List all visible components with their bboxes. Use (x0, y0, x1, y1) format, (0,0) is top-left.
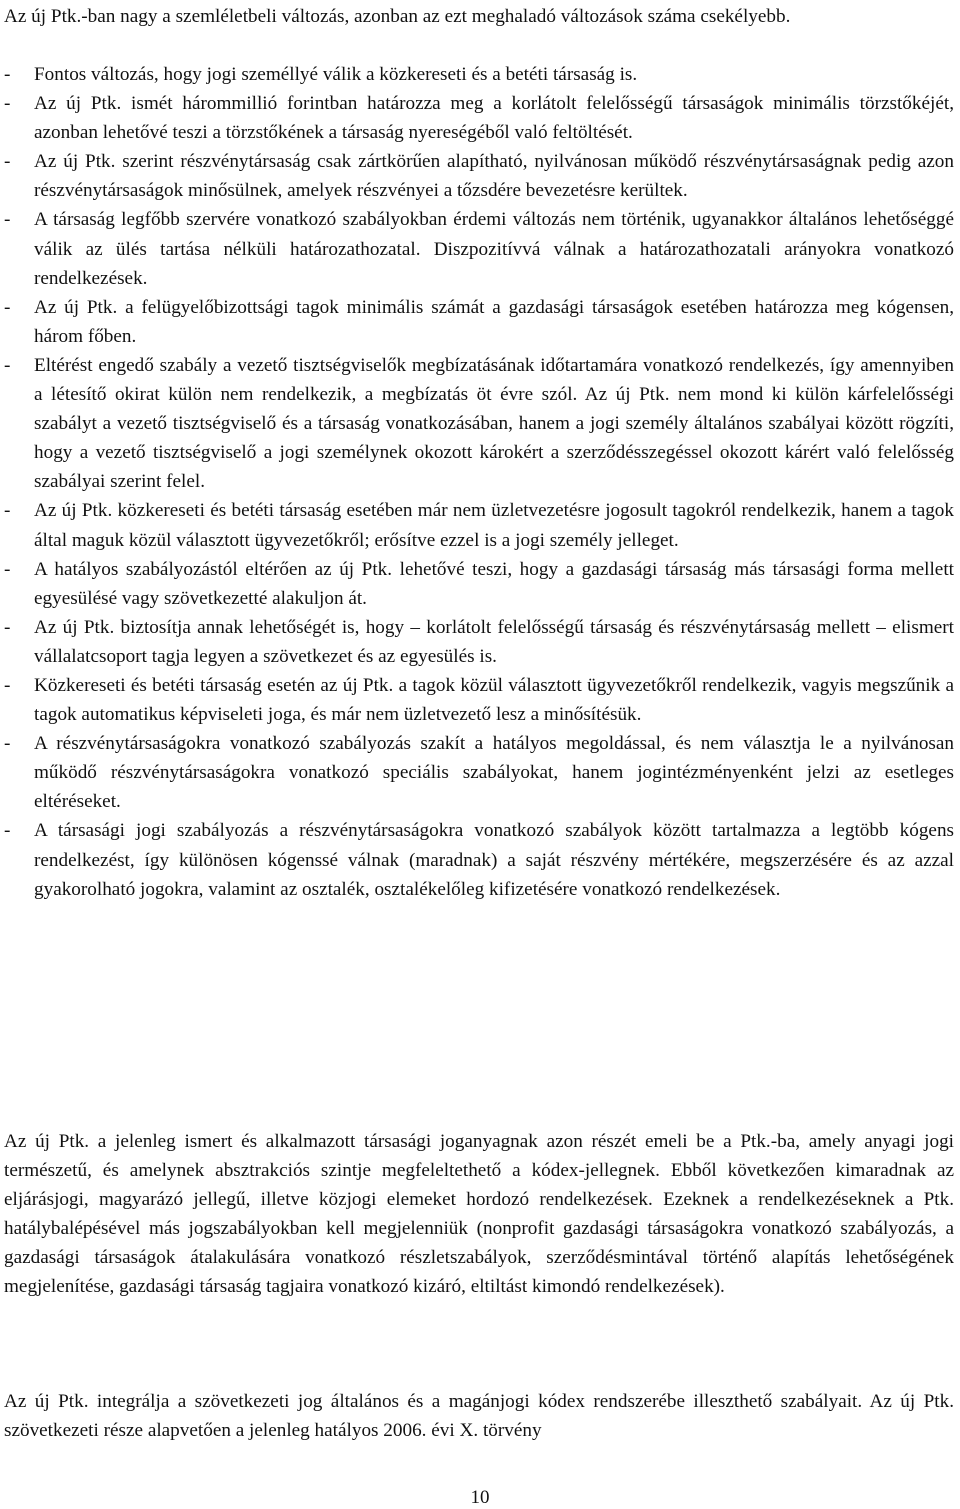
bullet-dash: - (4, 674, 11, 696)
page-number: 10 (470, 1487, 490, 1508)
list-item-text: A társaság legfőbb szervére vonatkozó szabályokban érdemi változás nem történik, ugyanakkor általános lehetőséggé válik az ülés tartása nélküli határozathozatal. Diszpozitívvá válnak a határozathozatali arányokra vonatkozó rendelkezések. (34, 209, 954, 289)
list-item-text: Közkereseti és betéti társaság esetén az új Ptk. a tagok közül választott ügyvezetőkről rendelkezik, vagyis megszűnik a tagok automatikus képviseleti joga, és már nem üzletvezető lesz a minősítésük. (34, 674, 954, 726)
bullet-dash: - (4, 733, 11, 755)
list-item-text: Az új Ptk. ismét hárommillió forintban határozza meg a korlátolt felelősségű társaságok minimális törzstőkéjét, azonban lehetővé teszi a törzstőkének a társaság nyereségéből való feltöltését. (34, 93, 954, 144)
bullet-dash: - (4, 354, 11, 376)
bullet-dash: - (4, 820, 11, 842)
bullet-dash: - (4, 296, 11, 318)
list-item (4, 351, 954, 496)
list-item (4, 816, 954, 903)
list-item (4, 60, 954, 89)
bullet-dash: - (4, 151, 11, 173)
body-paragraph: Az új Ptk. integrálja a szövetkezeti jog általános és a magánjogi kódex rendszerébe illeszthető szabályait. Az új Ptk. szövetkezeti része alapvetően a jelenleg hatályos 2006. évi X. törvény (4, 1391, 954, 1442)
list-item (4, 671, 954, 729)
bullet-dash: - (4, 558, 11, 580)
bullet-dash: - (4, 616, 11, 638)
list-item-text: Az új Ptk. közkereseti és betéti társaság esetében már nem üzletvezetésre jogosult tagokról rendelkezik, hanem a tagok által maguk közül választott ügyvezetőkről; erősítve ezzel is a jogi személy jelleget. (34, 500, 954, 551)
list-item (4, 613, 954, 671)
list-item (4, 89, 954, 147)
bullet-dash: - (4, 209, 11, 231)
list-item (4, 147, 954, 205)
change-list (4, 60, 954, 904)
list-item-text: Az új Ptk. a felügyelőbizottsági tagok minimális számát a gazdasági társaságok esetében határozza meg kógensen, három főben. (34, 296, 954, 347)
list-item-text: A részvénytársaságokra vonatkozó szabályozás szakít a hatályos megoldással, és nem választja le a nyilvánosan működő részvénytársaságokra vonatkozó speciális szabályokat, hanem jogintézményenként jelzi az esetleges eltéréseket. (34, 733, 954, 813)
list-item (4, 555, 954, 613)
body-paragraph: Az új Ptk. a jelenleg ismert és alkalmazott társasági joganyagnak azon részét emeli be a Ptk.-ba, amely anyagi jogi természetű, és amelynek absztrakciós szintje megfeleltethető a kódex-jellegnek. Ebből következően kimaradnak az eljárásjogi, magyarázó jellegű, illetve közjogi elemeket hordozó rendelkezések. Ezeknek a rendelkezéseknek a Ptk. hatálybalépésével más jogszabályokban kell megjelenniük (nonprofit gazdasági társaságokra vonatkozó szabályozás, a gazdasági társaságok átalakulására vonatkozó részletszabályok, szerződésmintával történő alapítás lehetőségének megjelenítése, gazdasági társaság tagjaira vonatkozó kizáró, eltiltást kimondó rendelkezések). (4, 1131, 954, 1298)
bullet-dash: - (4, 93, 11, 115)
list-item-text: Az új Ptk. szerint részvénytársaság csak zártkörűen alapítható, nyilvánosan működő részvénytársaságnak pedig azon részvénytársaságok minősülnek, amelyek részvényei a tőzsdére bevezetésre kerültek. (34, 151, 954, 202)
list-item (4, 293, 954, 351)
list-item-text: A hatályos szabályozástól eltérően az új Ptk. lehetővé teszi, hogy a gazdasági társaság más társasági forma mellett egyesülésé vagy szövetkezetté alakuljon át. (34, 558, 954, 609)
bullet-dash: - (4, 500, 11, 522)
intro-paragraph: Az új Ptk.-ban nagy a szemléletbeli változás, azonban az ezt meghaladó változások száma csekélyebb. (4, 6, 791, 27)
list-item-text: Az új Ptk. biztosítja annak lehetőségét is, hogy – korlátolt felelősségű társaság és részvénytársaság mellett – elismert vállalatcsoport tagja legyen a szövetkezet és az egyesülés is. (34, 616, 954, 667)
list-item-text: A társasági jogi szabályozás a részvénytársaságokra vonatkozó szabályok között tartalmazza a legtöbb kógens rendelkezést, így különösen kógenssé válnak (maradnak) a saját részvény mértékére, megszerzésére és az azzal gyakorolható jogokra, valamint az osztalék, osztalékelőleg kifizetésére vonatkozó rendelkezések. (34, 820, 954, 900)
list-item (4, 205, 954, 292)
list-item (4, 729, 954, 816)
bullet-dash: - (4, 64, 11, 85)
list-item-text: Fontos változás, hogy jogi személlyé válik a közkereseti és a betéti társaság is. (34, 64, 638, 85)
list-item-text: Eltérést engedő szabály a vezető tisztségviselők megbízatásának időtartamára vonatkozó rendelkezés, így amennyiben a létesítő okirat külön nem rendelkezik, a megbízatás öt évre szól. Az új Ptk. nem mond ki külön kárfelelősségi szabályt a vezető tisztségviselő és a társaság vonatkozásában, hanem a jogi személy általános szabályai között rögzíti, hogy a vezető tisztségviselő a jogi személynek okozott károkért a szerződésszegéssel okozott kárért való felelősség szabályai szerint felel. (34, 354, 954, 493)
list-item (4, 496, 954, 554)
